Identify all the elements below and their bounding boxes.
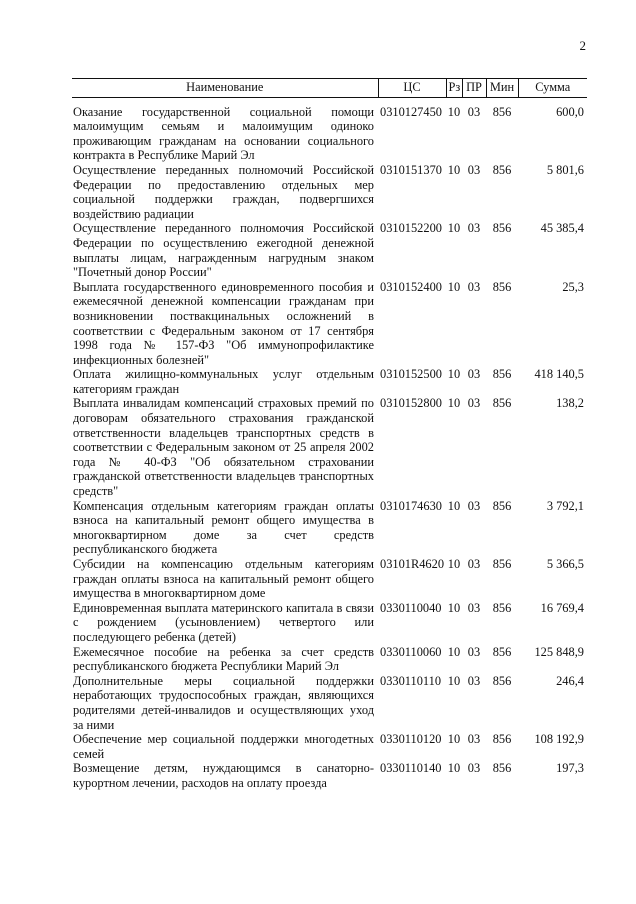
row-sum: 5 801,6 [546,162,584,177]
row-min: 856 [492,644,512,659]
page-number: 2 [579,38,586,53]
table-row [72,396,587,498]
header-sum: Сумма [518,79,587,98]
row-pr: 03 [467,600,481,615]
row-sum: 25,3 [562,279,584,294]
row-pr: 03 [467,367,481,382]
row-rz: 10 [447,221,461,236]
row-pr: 03 [467,761,481,776]
row-pr: 03 [467,644,481,659]
header-row [72,79,587,98]
row-rz: 10 [447,644,461,659]
row-sum: 45 385,4 [540,221,584,236]
row-min: 856 [492,557,512,571]
budget-table [72,78,587,791]
row-cs: 0330110060 [380,644,442,659]
row-min: 856 [492,600,512,615]
row-name: Субсидии на компенсацию отдельным категориям граждан оплаты взноса на капитальный ремонт общего имущества в многоквартирном доме [73,557,374,601]
table-header [72,79,587,98]
row-pr: 03 [467,732,481,747]
row-pr: 03 [467,221,481,236]
row-pr: 03 [467,673,481,688]
row-rz: 10 [447,732,461,747]
table-row [72,732,587,761]
row-min: 856 [492,761,512,776]
row-name: Дополнительные меры социальной поддержки неработающих трудоспособных граждан, являющихся родителями детей-инвалидов и осуществляющих уход за ними [73,673,374,732]
table-row [72,557,587,601]
row-cs: 0330110140 [380,761,442,776]
row-pr: 03 [467,104,481,119]
row-cs: 0330110120 [380,732,442,747]
table-row [72,367,587,396]
row-name: Выплата государственного единовременного пособия и ежемесячной денежной компенсации гражданам при возникновении поствакцинальных осложнений в соответствии с Федеральным законом от 17 сентября 1998 года № 157-ФЗ "Об иммунопрофилактике инфекционных болезней" [73,279,374,367]
row-name: Выплата инвалидам компенсаций страховых премий по договорам обязательного страхования гражданской ответственности владельцев транспортных средств в соответствии с Федеральным законом от 25 апреля 2002 года № 40-ФЗ "Об обязательном страховании гражданской ответственности владельцев транспортных средств" [73,396,374,499]
row-sum: 246,4 [556,673,584,688]
row-rz: 10 [447,162,461,177]
row-cs: 0310152500 [380,367,442,382]
row-name: Оказание государственной социальной помощи малоимущим семьям и малоимущим одиноко проживающим гражданам на основании социального контракта в Республике Марий Эл [73,104,374,163]
row-pr: 03 [467,557,481,571]
row-pr: 03 [467,396,481,411]
row-pr: 03 [467,279,481,294]
row-min: 856 [492,732,512,747]
row-cs: 0330110110 [380,673,442,688]
row-cs: 0310151370 [380,162,442,177]
row-cs: 0310152800 [380,396,442,411]
row-min: 856 [492,162,512,177]
row-rz: 10 [447,761,461,776]
row-name: Оплата жилищно-коммунальных услуг отдельным категориям граждан [73,367,374,396]
row-min: 856 [492,673,512,688]
row-cs: 0310152400 [380,279,442,294]
table-row [72,280,587,368]
row-name: Осуществление переданных полномочий Российской Федерации по предоставлению отдельных мер социальной поддержки граждан, подвергшихся воздействию радиации [73,162,374,221]
table-row [72,645,587,674]
row-name: Возмещение детям, нуждающимся в санаторно-курортном лечении, расходов на оплату проезда [73,761,374,790]
table-body [72,97,587,790]
row-sum: 600,0 [556,104,584,119]
row-sum: 138,2 [556,396,584,411]
row-sum: 16 769,4 [540,600,584,615]
header-name: Наименование [72,79,378,98]
header-rz: Рз [446,79,462,98]
row-cs: 0330110040 [380,600,442,615]
row-rz: 10 [447,600,461,615]
table-row [72,97,587,163]
row-name: Единовременная выплата материнского капитала в связи с рождением (усыновлением) четвертого или последующего ребенка (детей) [73,600,374,644]
row-rz: 10 [447,367,461,382]
table-row [72,761,587,790]
header-pr: ПР [462,79,486,98]
row-min: 856 [492,367,512,382]
row-pr: 03 [467,162,481,177]
row-sum: 5 366,5 [546,557,584,571]
table-row [72,674,587,732]
row-sum: 3 792,1 [546,498,584,513]
row-pr: 03 [467,498,481,513]
row-name: Компенсация отдельным категориям граждан оплаты взноса на капитальный ремонт общего имущества в многоквартирном доме за счет средств республиканского бюджета [73,498,374,557]
row-min: 856 [492,498,512,513]
row-sum: 197,3 [556,761,584,776]
header-cs: ЦС [378,79,446,98]
table-row [72,601,587,645]
row-rz: 10 [447,396,461,411]
row-rz: 10 [447,498,461,513]
table-row [72,499,587,557]
row-rz: 10 [447,673,461,688]
row-rz: 10 [447,557,461,571]
row-cs: 0310127450 [380,104,442,119]
row-min: 856 [492,396,512,411]
row-cs: 03101R4620 [380,557,445,571]
row-min: 856 [492,104,512,119]
table-row [72,221,587,279]
table-row [72,163,587,221]
header-min: Мин [486,79,518,98]
row-sum: 418 140,5 [534,367,584,382]
row-rz: 10 [447,104,461,119]
row-cs: 0310174630 [380,498,442,513]
row-min: 856 [492,221,512,236]
row-sum: 108 192,9 [534,732,584,747]
row-rz: 10 [447,279,461,294]
row-name: Обеспечение мер социальной поддержки многодетных семей [73,732,374,761]
row-name: Осуществление переданного полномочия Российской Федерации по осуществлению ежегодной денежной выплаты лицам, награжденным нагрудным знаком "Почетный донор России" [73,221,374,280]
row-cs: 0310152200 [380,221,442,236]
row-name: Ежемесячное пособие на ребенка за счет средств республиканского бюджета Республики Марий Эл [73,644,374,674]
row-sum: 125 848,9 [534,644,584,659]
row-min: 856 [492,279,512,294]
